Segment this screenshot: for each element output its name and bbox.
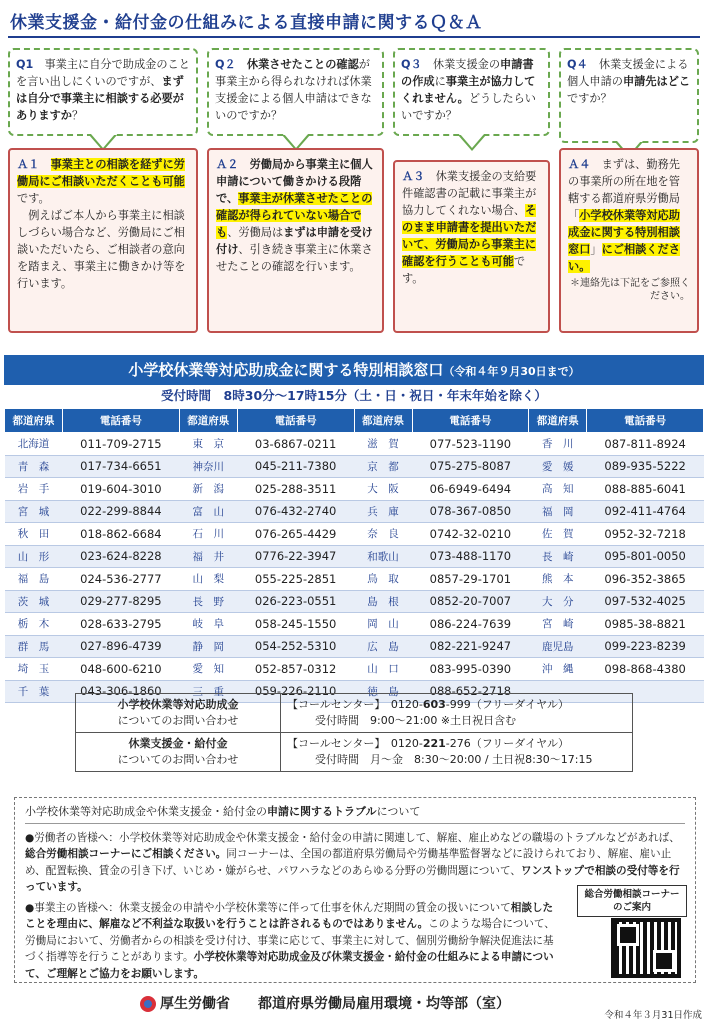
prefecture-cell: 兵 庫 — [354, 500, 412, 523]
prefecture-cell: 徳 島 — [354, 680, 412, 703]
text-run: 相談したことを理由に、解雇など不利益な取扱いを行うことは許されるものではありません。 — [25, 901, 554, 930]
question-box-4 — [559, 48, 699, 143]
text-run: Ａ４ — [568, 158, 602, 171]
prefecture-cell: 岩 手 — [5, 478, 63, 501]
prefecture-cell: 和歌山 — [354, 545, 412, 568]
text-run: 休業させたことの確認 — [246, 58, 359, 71]
prefecture-cell: 京 都 — [354, 455, 412, 478]
prefecture-cell: 福 井 — [179, 545, 237, 568]
prefecture-cell: 奈 良 — [354, 523, 412, 546]
table-row — [5, 545, 704, 568]
department-name: 都道府県労働局雇用環境・均等部（室） — [258, 996, 510, 1012]
call-center-row — [76, 733, 633, 772]
phone-cell: 0742-32-0210 — [412, 523, 529, 546]
answer-box-2 — [207, 148, 384, 333]
phone-cell: 017-734-6651 — [63, 455, 180, 478]
phone-cell: 073-488-1170 — [412, 545, 529, 568]
consultation-corner-badge: 総合労働相談コーナーのご案内 — [577, 885, 687, 917]
prefecture-cell: 静 岡 — [179, 635, 237, 658]
prefecture-column-header: 都道府県 — [5, 409, 63, 433]
question-box-2 — [207, 48, 384, 136]
phone-cell: 086-224-7639 — [412, 613, 529, 636]
text-run: 事業主に自分で助成金のことを言い出しにくいのですが、 — [16, 58, 190, 88]
text-run: ●事業主の皆様へ：休業支援金の申請や小学校休業等に伴って仕事を休んだ期間の賃金の扱いについて — [25, 901, 511, 914]
prefecture-cell: 鹿児島 — [529, 635, 587, 658]
phone-cell: 095-801-0050 — [587, 545, 704, 568]
phone-cell: 045-211-7380 — [237, 455, 354, 478]
phone-cell: 052-857-0312 — [237, 658, 354, 681]
phone-cell: 019-604-3010 — [63, 478, 180, 501]
table-row — [5, 635, 704, 658]
prefecture-cell: 三 重 — [179, 680, 237, 703]
consultation-banner — [4, 355, 704, 385]
phone-column-header: 電話番号 — [63, 409, 180, 433]
call-center-table — [75, 693, 633, 772]
text-run: Ａ２ — [216, 158, 250, 171]
phone-cell: 018-862-6684 — [63, 523, 180, 546]
prefecture-cell: 富 山 — [179, 500, 237, 523]
prefecture-cell: 香 川 — [529, 433, 587, 456]
text-run: です。 — [402, 255, 526, 285]
table-row — [5, 613, 704, 636]
banner-title: 小学校休業等対応助成金に関する特別相談窓口 — [128, 361, 444, 379]
reception-hours: 受付時間 8時30分～17時15分（土・日・祝日・年末年始を除く） — [161, 388, 547, 403]
page-title: 休業支援金・給付金の仕組みによる直接申請に関するＱ＆Ａ — [10, 13, 483, 33]
prefecture-cell: 群 馬 — [5, 635, 63, 658]
text-run: が事業主から得られなければ休業支援金による個人申請はできないのですか？ — [215, 58, 372, 122]
prefecture-column-header: 都道府県 — [354, 409, 412, 433]
answer-note: ＊連絡先は下記をご参照ください。 — [570, 278, 690, 302]
phone-cell: 011-709-2715 — [63, 433, 180, 456]
prefecture-cell: 宮 崎 — [529, 613, 587, 636]
phone-cell: 0852-20-7007 — [412, 590, 529, 613]
text-run: 労働局から事業主に個人申請について働きかける段階で、 — [216, 158, 373, 205]
answer-box-3 — [393, 160, 550, 333]
phone-cell: 022-299-8844 — [63, 500, 180, 523]
text-run: 事業主が協力してくれません。 — [401, 75, 536, 105]
trouble-box — [14, 797, 696, 983]
text-run: どうしたらいいですか？ — [401, 92, 536, 122]
table-row — [5, 590, 704, 613]
call-center-info: 【コールセンター】 0120-221-276（フリーダイヤル） 受付時間 月～金 8:30～20:00 / 土日祝8:30～17:15 — [281, 733, 633, 772]
table-row — [5, 433, 704, 456]
call-center-row — [76, 694, 633, 733]
phone-cell: 096-352-3865 — [587, 568, 704, 591]
text-run: まずは申請を受け付け — [216, 226, 373, 256]
text-run: 小学校休業等対応助成金に関する特別相談窓口 — [568, 209, 680, 256]
text-run: 」 — [590, 243, 602, 256]
table-row — [5, 500, 704, 523]
phone-cell: 029-277-8295 — [63, 590, 180, 613]
text-run: ですか？ — [567, 92, 612, 105]
table-row — [5, 523, 704, 546]
prefecture-cell: 長 崎 — [529, 545, 587, 568]
prefecture-column-header: 都道府県 — [529, 409, 587, 433]
prefecture-cell: 福 岡 — [529, 500, 587, 523]
phone-number-bold: 603 — [422, 698, 446, 711]
text-run: そのまま申請書を提出いただいて、労働局から事業主に確認を行うことも可能 — [402, 204, 537, 268]
phone-cell: 027-896-4739 — [63, 635, 180, 658]
prefecture-cell: 宮 城 — [5, 500, 63, 523]
text-run: 休業支援金の支給要件確認書の記載に事業主が協力してくれない場合、 — [402, 170, 537, 217]
prefecture-cell: 鳥 取 — [354, 568, 412, 591]
phone-cell: 059-226-2110 — [237, 680, 354, 703]
phone-cell: 088-652-2718 — [412, 680, 529, 703]
prefecture-cell: 高 知 — [529, 478, 587, 501]
prefecture-cell: 岡 山 — [354, 613, 412, 636]
prefecture-cell: 秋 田 — [5, 523, 63, 546]
text-run: に — [434, 75, 446, 88]
text-run: 休業支援金による個人申請の — [567, 58, 689, 88]
text-run: Ａ１ — [17, 158, 51, 171]
contacts-table — [4, 408, 704, 703]
phone-cell: 026-223-0551 — [237, 590, 354, 613]
phone-cell: 048-600-6210 — [63, 658, 180, 681]
text-run: 、労働局は — [227, 226, 284, 239]
phone-cell: 082-221-9247 — [412, 635, 529, 658]
text-run: 総合労働相談コーナーにご相談ください。 — [25, 848, 227, 860]
table-row — [5, 658, 704, 681]
table-row — [5, 455, 704, 478]
prefecture-cell: 新 潟 — [179, 478, 237, 501]
phone-cell: 025-288-3511 — [237, 478, 354, 501]
text-run: です。 — [17, 192, 50, 205]
prefecture-cell: 大 分 — [529, 590, 587, 613]
text-run: Q２ — [215, 58, 247, 71]
text-run: このような場合について、労働局において、労働者からの相談を受け付け、事業に応じて、事業主に対して、個別労働紛争解決促進法に基づく指導等を行うことがあります。 — [25, 918, 555, 963]
prefecture-cell: 愛 媛 — [529, 455, 587, 478]
phone-number-bold: 221 — [422, 737, 446, 750]
text-run: 小学校休業等対応助成金及び休業支援金・給付金の仕組みによる申請について、ご理解とご協力をお願いします。 — [25, 951, 554, 980]
prefecture-cell: 熊 本 — [529, 568, 587, 591]
prefecture-cell: 広 島 — [354, 635, 412, 658]
text-run: 申請書の作成 — [401, 58, 534, 88]
prefecture-cell: 北海道 — [5, 433, 63, 456]
phone-cell: 054-252-5310 — [237, 635, 354, 658]
prefecture-cell: 茨 城 — [5, 590, 63, 613]
phone-cell: 098-868-4380 — [587, 658, 704, 681]
prefecture-cell: 島 根 — [354, 590, 412, 613]
prefecture-cell: 神奈川 — [179, 455, 237, 478]
prefecture-cell: 埼 玉 — [5, 658, 63, 681]
phone-cell: 0985-38-8821 — [587, 613, 704, 636]
phone-cell: 099-223-8239 — [587, 635, 704, 658]
prefecture-cell: 沖 縄 — [529, 658, 587, 681]
prefecture-cell: 福 島 — [5, 568, 63, 591]
text-run: Q４ — [567, 58, 599, 71]
text-run: 同コーナーは、全国の都道府県労働局や労働基準監督署などに設けられており、解雇、雇い止め、配置転換、賃金の引き下げ、いじめ・嫌がらせ、パワハラなどのあらゆる分野の労働問題について、 — [25, 848, 672, 877]
phone-cell: 076-432-2740 — [237, 500, 354, 523]
mhlw-logo-icon — [140, 996, 156, 1012]
prefecture-cell: 長 野 — [179, 590, 237, 613]
phone-cell: 089-935-5222 — [587, 455, 704, 478]
phone-cell: 0857-29-1701 — [412, 568, 529, 591]
text-run: まずは自分で事業主に相談する必要がありますか — [16, 75, 184, 122]
prefecture-cell: 山 形 — [5, 545, 63, 568]
prefecture-cell: 石 川 — [179, 523, 237, 546]
text-run: まずは、勤務先の事業所の所在地を管轄する都道府県労働局「 — [568, 158, 680, 222]
qr-code-icon[interactable] — [611, 918, 681, 978]
phone-cell: 06-6949-6494 — [412, 478, 529, 501]
footer — [140, 993, 510, 1013]
phone-cell: 097-532-4025 — [587, 590, 704, 613]
text-run: Q３ — [401, 58, 433, 71]
call-center-info: 【コールセンター】 0120-603-999（フリーダイヤル） 受付時間 9:00～21:00 ※土日祝日含む — [281, 694, 633, 733]
phone-cell: 0776-22-3947 — [237, 545, 354, 568]
answer-box-1 — [8, 148, 198, 333]
prefecture-cell: 青 森 — [5, 455, 63, 478]
inquiry-label: 休業支援金・給付金 についてのお問い合わせ — [76, 733, 281, 772]
prefecture-column-header: 都道府県 — [179, 409, 237, 433]
text-run: にご相談ください。 — [568, 243, 680, 273]
phone-cell: 058-245-1550 — [237, 613, 354, 636]
phone-cell: 028-633-2795 — [63, 613, 180, 636]
phone-cell: 083-995-0390 — [412, 658, 529, 681]
text-run: ワンストップで相談の受付等を行っています。 — [25, 864, 680, 893]
prefecture-cell: 滋 賀 — [354, 433, 412, 456]
table-row — [5, 478, 704, 501]
phone-column-header: 電話番号 — [587, 409, 704, 433]
phone-cell: 0952-32-7218 — [587, 523, 704, 546]
question-box-1 — [8, 48, 198, 136]
phone-cell: 077-523-1190 — [412, 433, 529, 456]
prefecture-cell: 栃 木 — [5, 613, 63, 636]
text-run: 休業支援金の — [432, 58, 501, 71]
phone-cell: 076-265-4429 — [237, 523, 354, 546]
table-row — [5, 568, 704, 591]
text-run: Ａ３ — [402, 170, 436, 183]
prefecture-cell: 岐 阜 — [179, 613, 237, 636]
creation-date: 令和４年３月31日作成 — [604, 1010, 702, 1021]
text-run: Q1 — [16, 58, 34, 71]
trouble-heading: 小学校休業等対応助成金や休業支援金・給付金の申請に関するトラブルについて — [25, 804, 685, 824]
phone-column-header: 電話番号 — [412, 409, 529, 433]
prefecture-cell: 佐 賀 — [529, 523, 587, 546]
text-run: 例えばご本人から事業主に相談しづらい場合など、労働局にご相談いただいたら、ご相談者の意向を踏まえ、事業主に働きかけ等を行います。 — [17, 209, 186, 290]
phone-cell: 043-306-1860 — [63, 680, 180, 703]
prefecture-cell: 山 口 — [354, 658, 412, 681]
phone-cell: 03-6867-0211 — [237, 433, 354, 456]
text-run: 事業主が休業させたことの確認が得られていない場合でも — [216, 192, 373, 239]
contacts-header-row — [5, 409, 704, 433]
phone-column-header: 電話番号 — [237, 409, 354, 433]
contacts-body — [5, 433, 704, 703]
banner-period: （令和４年９月30日まで） — [443, 365, 580, 378]
phone-cell: 087-811-8924 — [587, 433, 704, 456]
phone-cell: 055-225-2851 — [237, 568, 354, 591]
prefecture-cell: 千 葉 — [5, 680, 63, 703]
text-run: 申請先はどこ — [622, 75, 691, 88]
prefecture-cell: 東 京 — [179, 433, 237, 456]
title-underline — [8, 36, 700, 38]
ministry-name: 厚生労働省 — [160, 996, 230, 1012]
phone-cell: 024-536-2777 — [63, 568, 180, 591]
prefecture-cell: 山 梨 — [179, 568, 237, 591]
question-box-3 — [393, 48, 550, 136]
answer-box-4 — [559, 148, 699, 333]
text-run: 事業主との相談を経ずに労働局にご相談いただくことも可能 — [17, 158, 185, 188]
text-run: ？ — [71, 109, 84, 122]
phone-cell: 023-624-8228 — [63, 545, 180, 568]
prefecture-cell: 大 阪 — [354, 478, 412, 501]
text-run: 、引き続き事業主に休業させたことの確認を行います。 — [216, 243, 373, 273]
phone-cell: 078-367-0850 — [412, 500, 529, 523]
phone-cell: 075-275-8087 — [412, 455, 529, 478]
prefecture-cell: 愛 知 — [179, 658, 237, 681]
phone-cell: 092-411-4764 — [587, 500, 704, 523]
inquiry-label: 小学校休業等対応助成金 についてのお問い合わせ — [76, 694, 281, 733]
text-run: ●労働者の皆様へ：小学校休業等対応助成金や休業支援金・給付金の申請に関連して、解雇、雇止めなどの職場のトラブルなどがあれば、 — [25, 831, 680, 844]
phone-cell: 088-885-6041 — [587, 478, 704, 501]
